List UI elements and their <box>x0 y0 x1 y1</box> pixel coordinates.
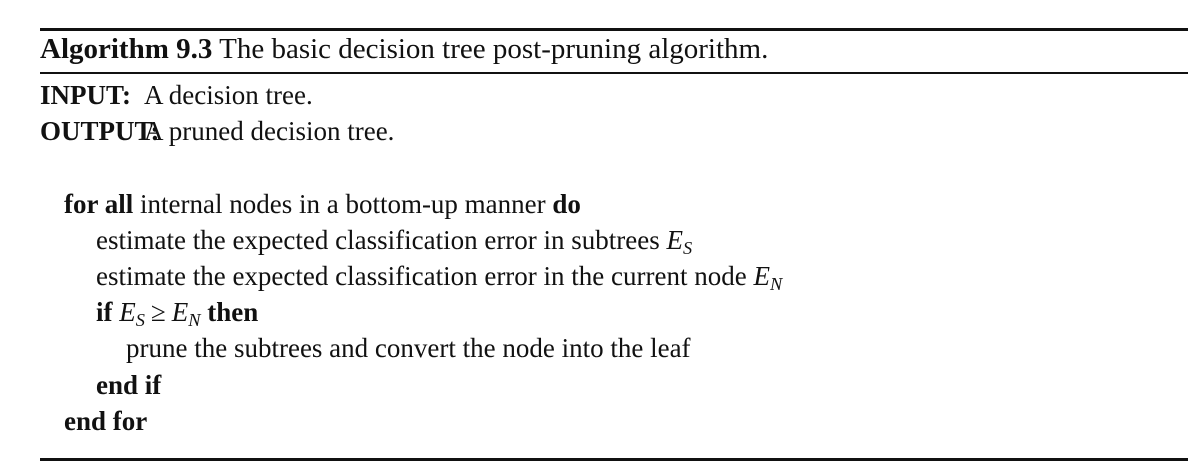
math-e-s <box>666 225 693 259</box>
estimate-subtrees-line <box>96 224 693 259</box>
math-condition <box>119 297 201 331</box>
end-for-keyword: end for <box>64 406 148 436</box>
math-sub-n: N <box>769 274 783 295</box>
prune-text: prune the subtrees and convert the node into the leaf <box>126 333 691 363</box>
math-e-n <box>753 261 783 295</box>
end-for-line <box>64 405 147 437</box>
algorithm-title: The basic decision tree post-pruning algorithm. <box>219 33 769 65</box>
for-all-keyword: for all <box>64 189 134 219</box>
caption-rule <box>40 72 1188 74</box>
if-keyword: if <box>96 297 113 327</box>
then-keyword: then <box>207 297 259 327</box>
for-line <box>64 188 581 220</box>
output-label: OUTPUT: <box>40 116 160 146</box>
algorithm-top-rule <box>40 28 1188 31</box>
input-label: INPUT: <box>40 80 131 110</box>
for-line-text: internal nodes in a bottom-up manner <box>140 189 546 219</box>
output-text: A pruned decision tree. <box>144 116 395 146</box>
end-if-keyword: end if <box>96 370 162 400</box>
input-text: A decision tree. <box>144 80 313 110</box>
algorithm-caption <box>40 33 768 65</box>
algorithm-bottom-rule <box>40 458 1188 461</box>
input-line <box>40 79 313 111</box>
do-keyword: do <box>552 189 581 219</box>
estimate-subtrees-text: estimate the expected classification error in subtrees <box>96 225 660 255</box>
estimate-node-text: estimate the expected classification error in the current node <box>96 261 747 291</box>
math-sub-n: N <box>188 310 201 331</box>
estimate-node-line <box>96 260 783 295</box>
math-e-base: E <box>666 225 684 255</box>
algorithm-number: Algorithm 9.3 <box>40 33 213 65</box>
end-if-line <box>96 369 161 401</box>
math-e-base: E <box>171 297 189 327</box>
math-e-base: E <box>753 261 770 291</box>
if-line <box>96 296 259 331</box>
output-line <box>40 115 394 147</box>
prune-line <box>126 332 691 364</box>
math-sub-s: S <box>683 238 693 259</box>
math-geq-symbol: ≥ <box>150 297 166 327</box>
math-sub-s: S <box>135 310 145 331</box>
math-e-base: E <box>119 297 136 327</box>
